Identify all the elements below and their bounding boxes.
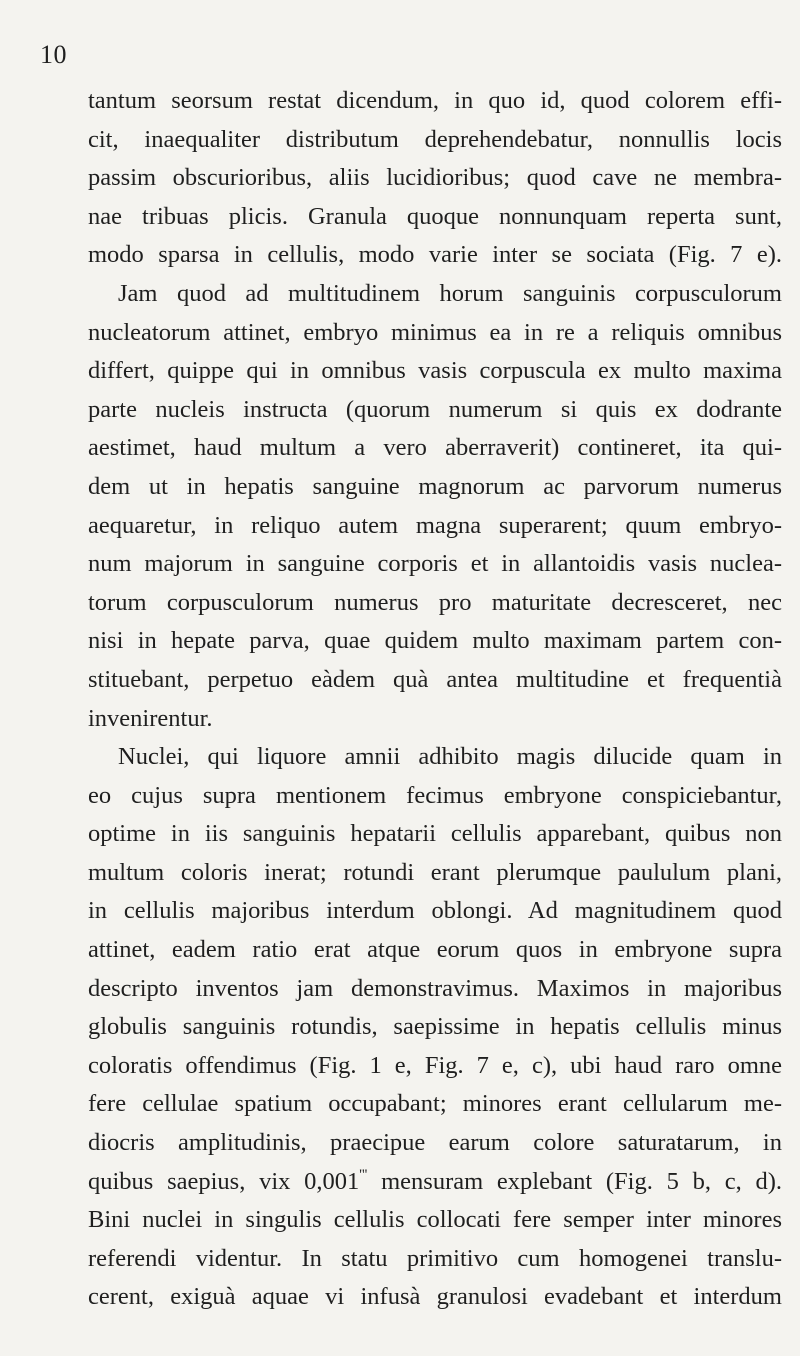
text-line-content: Nuclei, qui liquore amnii adhibito magis dilucide quam in (118, 743, 782, 771)
text-line (88, 1278, 782, 1317)
text-line (88, 1240, 782, 1279)
text-line-content: referendi videntur. In statu primitivo cum homogenei translu- (88, 1244, 782, 1272)
text-line (88, 1124, 782, 1163)
text-line-content: passim obscurioribus, aliis lucidioribus; quod cave ne membra- (88, 164, 782, 192)
text-line-content: dem ut in hepatis sanguine magnorum ac parvorum numerus (88, 472, 782, 500)
text-line-content: cit, inaequaliter distributum deprehendebatur, nonnullis locis (88, 125, 782, 153)
text-line-content: quibus saepius, vix 0,001 (88, 1167, 360, 1195)
text-line (88, 1201, 782, 1240)
text-line (88, 236, 782, 275)
text-line (88, 82, 782, 121)
text-line-content: cerent, exiguà aquae vi infusà granulosi evadebant et interdum (88, 1283, 782, 1311)
text-line-content: coloratis offendimus (Fig. 1 e, Fig. 7 e, c), ubi haud raro omne (88, 1051, 782, 1079)
text-line-content: globulis sanguinis rotundis, saepissime in hepatis cellulis minus (88, 1013, 782, 1041)
text-line-content: in cellulis majoribus interdum oblongi. Ad magnitudinem quod (88, 897, 782, 925)
text-line (88, 892, 782, 931)
text-line-content: fere cellulae spatium occupabant; minores erant cellularum me- (88, 1090, 782, 1118)
text-line-content: nucleatorum attinet, embryo minimus ea in re a reliquis omnibus (88, 318, 782, 346)
text-line (88, 1008, 782, 1047)
text-line-content: tantum seorsum restat dicendum, in quo id, quod colorem effi- (88, 87, 782, 114)
text-line-content: nae tribuas plicis. Granula quoque nonnunquam reperta sunt, (88, 202, 782, 230)
text-line-content: parte nucleis instructa (quorum numerum si quis ex dodrante (88, 395, 782, 423)
text-line-content: aequaretur, in reliquo autem magna superarent; quum embryo- (88, 511, 782, 539)
text-line (88, 854, 782, 893)
text-line (88, 429, 782, 468)
text-line-content: stituebant, perpetuo eàdem quà antea multitudine et frequentià (88, 665, 782, 693)
text-line (88, 275, 782, 314)
text-line-content: optime in iis sanguinis hepatarii cellulis apparebant, quibus non (88, 820, 782, 848)
text-line-content: multum coloris inerat; rotundi erant plerumque paululum plani, (88, 858, 782, 886)
text-line (88, 198, 782, 237)
text-line (88, 1163, 782, 1202)
text-line (88, 931, 782, 970)
superscript-mark: ''' (359, 1166, 368, 1183)
text-line (88, 970, 782, 1009)
text-line-content: eo cujus supra mentionem fecimus embryone conspiciebantur, (88, 781, 782, 809)
text-line-content: Bini nuclei in singulis cellulis collocati fere semper inter minores (88, 1206, 782, 1234)
body-text (88, 82, 782, 1317)
text-line (88, 700, 782, 739)
text-line (88, 1047, 782, 1086)
text-line (88, 314, 782, 353)
text-line-content: attinet, eadem ratio erat atque eorum quos in embryone supra (88, 936, 782, 964)
text-line-content: nisi in hepate parva, quae quidem multo maximam partem con- (88, 627, 782, 655)
text-line-content: aestimet, haud multum a vero aberraverit) contineret, ita qui- (88, 434, 782, 462)
text-line-content: num majorum in sanguine corporis et in allantoidis vasis nuclea- (88, 550, 782, 578)
text-line (88, 545, 782, 584)
text-line (88, 121, 782, 160)
text-line (88, 738, 782, 777)
text-line (88, 622, 782, 661)
text-line-content: descripto inventos jam demonstravimus. Maximos in majoribus (88, 974, 782, 1002)
text-line-content: invenirentur. (88, 704, 213, 732)
text-line (88, 391, 782, 430)
text-line (88, 159, 782, 198)
page-number: 10 (40, 40, 67, 69)
text-line (88, 352, 782, 391)
text-line-content: differt, quippe qui in omnibus vasis corpuscula ex multo maxima (88, 357, 782, 385)
text-line (88, 777, 782, 816)
text-line (88, 1085, 782, 1124)
text-line (88, 468, 782, 507)
text-line (88, 584, 782, 623)
text-line (88, 661, 782, 700)
text-line (88, 507, 782, 546)
text-line-content: diocris amplitudinis, praecipue earum colore saturatarum, in (88, 1129, 782, 1157)
text-line-content: Jam quod ad multitudinem horum sanguinis corpusculorum (118, 279, 782, 307)
text-line-content: torum corpusculorum numerus pro maturitate decresceret, nec (88, 588, 782, 616)
text-line (88, 815, 782, 854)
text-line-content: modo sparsa in cellulis, modo varie inter se sociata (Fig. 7 e). (88, 241, 782, 269)
text-line-continuation: mensuram explebant (Fig. 5 b, c, d). (367, 1167, 782, 1195)
